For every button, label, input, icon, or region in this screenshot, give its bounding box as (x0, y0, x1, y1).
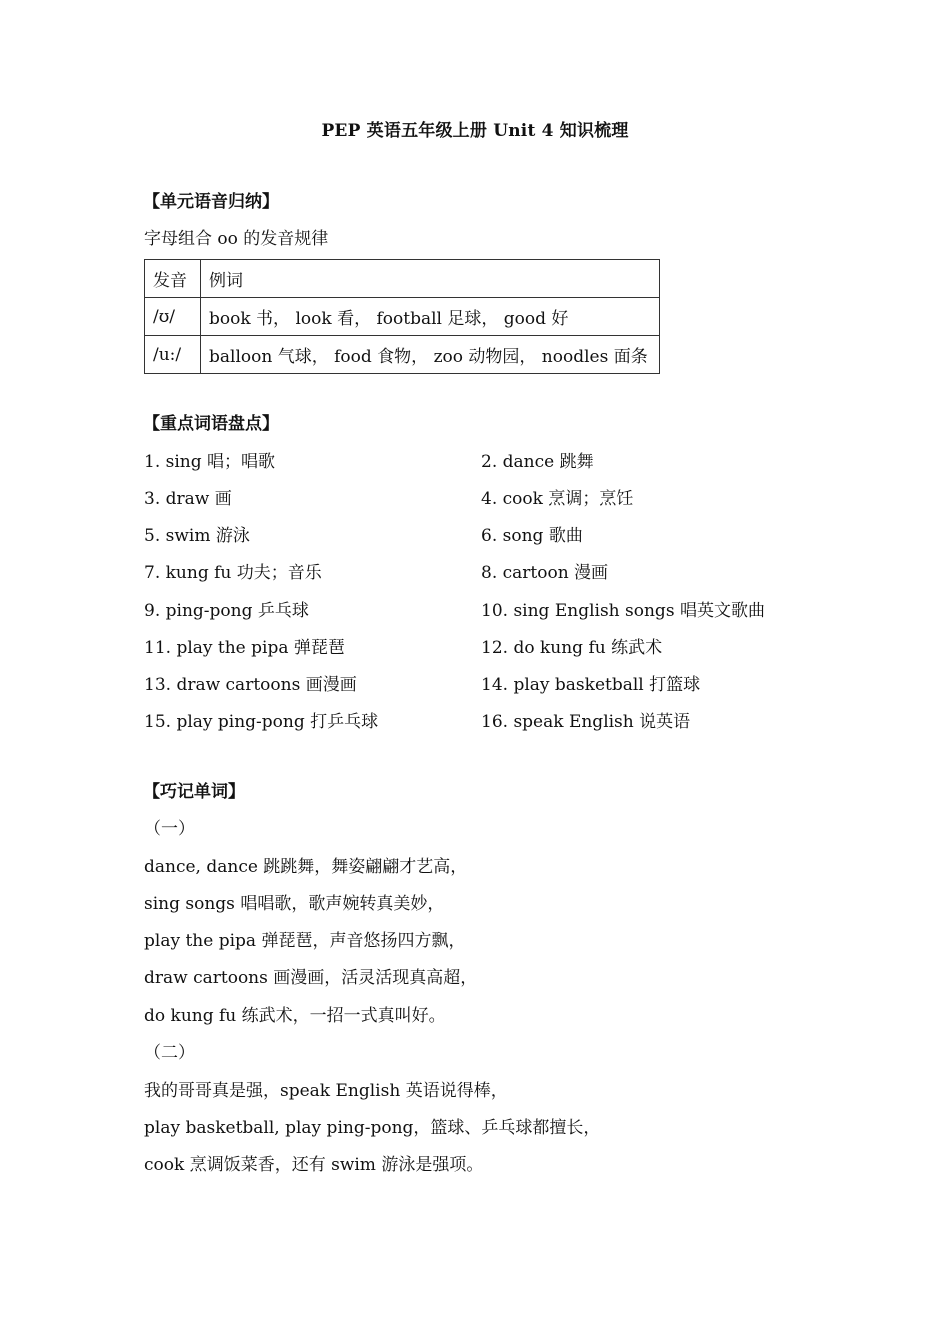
memory-line: cook 烹调饭菜香，还有 swim 游泳是强项。 (144, 1155, 484, 1175)
examples-cell: book 书， look 看， football 足球， good 好 (201, 298, 660, 336)
memory-line: 我的哥哥真是强，speak English 英语说得棒， (144, 1081, 508, 1101)
memory-heading: 【巧记单词】 (143, 782, 245, 802)
phonics-intro: 字母组合 oo 的发音规律 (144, 229, 329, 249)
sound-cell: /ʊ/ (145, 298, 201, 336)
memory-line: do kung fu 练武术，一招一式真叫好。 (144, 1006, 446, 1026)
phonics-heading: 【单元语音归纳】 (143, 192, 279, 212)
vocab-item: 1. sing 唱；唱歌 (144, 452, 276, 472)
vocab-item: 2. dance 跳舞 (481, 452, 594, 472)
memory-part2-label: （二） (144, 1043, 195, 1063)
vocab-item: 3. draw 画 (144, 489, 232, 509)
vocab-item: 10. sing English songs 唱英文歌曲 (481, 601, 765, 621)
vocab-item: 14. play basketball 打篮球 (481, 675, 701, 695)
phonics-table (144, 259, 660, 374)
vocab-item: 9. ping-pong 乒乓球 (144, 601, 309, 621)
table-row (145, 336, 660, 374)
memory-line: play basketball, play ping-pong，篮球、乒乓球都擅长， (144, 1118, 601, 1138)
memory-line: draw cartoons 画漫画，活灵活现真高超， (144, 968, 478, 988)
vocab-item: 12. do kung fu 练武术 (481, 638, 663, 658)
vocab-heading: 【重点词语盘点】 (143, 414, 279, 434)
memory-line: play the pipa 弹琵琶，声音悠扬四方飘， (144, 931, 466, 951)
examples-cell: balloon 气球， food 食物， zoo 动物园， noodles 面条 (201, 336, 660, 374)
vocab-item: 6. song 歌曲 (481, 526, 583, 546)
sound-cell: /u:/ (145, 336, 201, 374)
vocab-item: 5. swim 游泳 (144, 526, 250, 546)
table-row (145, 298, 660, 336)
vocab-item: 11. play the pipa 弹琵琶 (144, 638, 345, 658)
vocab-item: 15. play ping-pong 打乒乓球 (144, 712, 379, 732)
memory-part1-label: （一） (144, 819, 195, 839)
memory-line: dance, dance 跳跳舞，舞姿翩翩才艺高， (144, 857, 468, 877)
table-header-row (145, 260, 660, 298)
vocab-item: 8. cartoon 漫画 (481, 563, 609, 583)
vocab-item: 4. cook 烹调；烹饪 (481, 489, 634, 509)
page-title: PEP 英语五年级上册 Unit 4 知识梳理 (321, 121, 629, 141)
vocab-item: 16. speak English 说英语 (481, 712, 691, 732)
vocab-item: 7. kung fu 功夫；音乐 (144, 563, 322, 583)
vocab-item: 13. draw cartoons 画漫画 (144, 675, 357, 695)
memory-line: sing songs 唱唱歌，歌声婉转真美妙， (144, 894, 445, 914)
table-header-cell: 例词 (201, 260, 660, 298)
table-header-cell: 发音 (145, 260, 201, 298)
